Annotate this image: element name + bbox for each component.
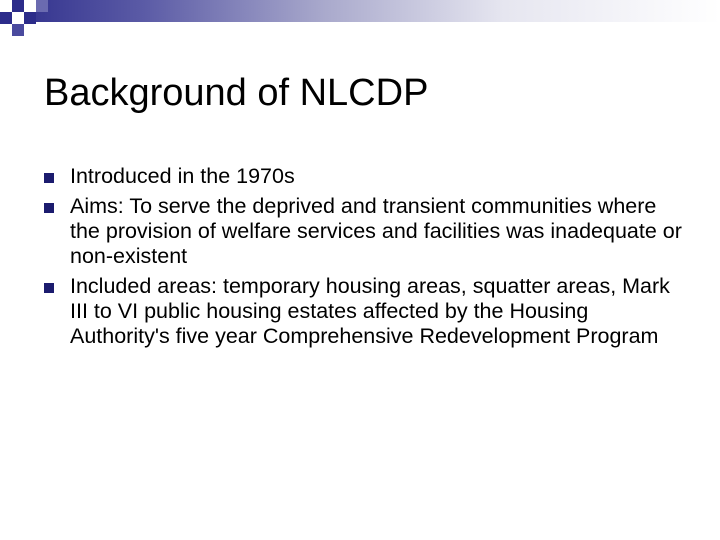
square-bullet-icon	[44, 283, 54, 293]
square-bullet-icon	[44, 203, 54, 213]
bullet-text: Introduced in the 1970s	[70, 164, 295, 188]
bullet-item-aims	[44, 194, 684, 269]
header-gradient-bar	[0, 0, 720, 22]
square-bullet-icon	[44, 173, 54, 183]
bullet-text: Included areas: temporary housing areas, squatter areas, Mark III to VI public housing estates affected by the Housing Authority's five year Comprehensive Redevelopment Program	[70, 274, 670, 348]
bullet-list	[44, 164, 684, 349]
checker-decoration	[0, 0, 60, 50]
bullet-item-included-areas	[44, 274, 684, 349]
bullet-item-introduced	[44, 164, 684, 189]
slide-title: Background of NLCDP	[44, 72, 429, 114]
bullet-text: Aims: To serve the deprived and transient communities where the provision of welfare services and facilities was inadequate or non-existent	[70, 194, 682, 268]
